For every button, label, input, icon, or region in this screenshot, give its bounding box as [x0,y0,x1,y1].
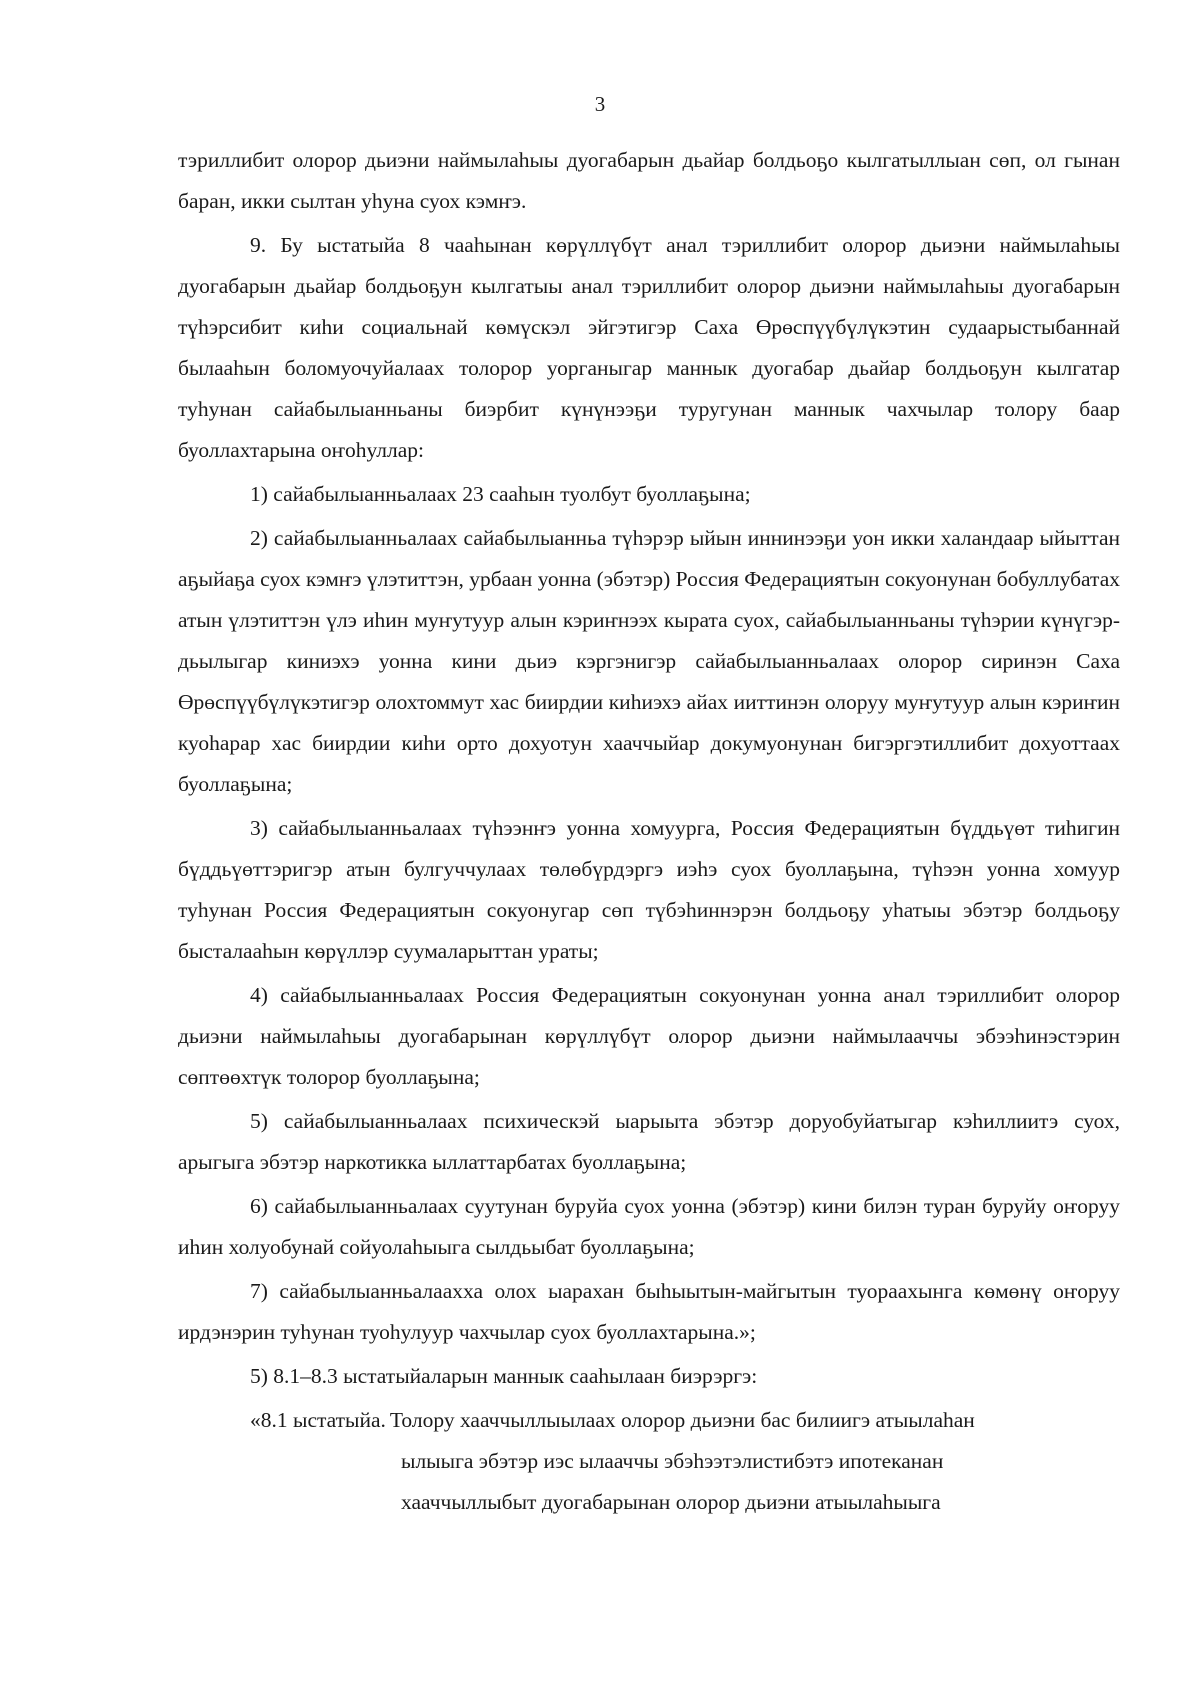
list-item: 3) сайабылыанньалаах түһээнҥэ уонна хомуурга, Россия Федерациятын бүддьүөт тиһигин бүддьүөттэригэр атын булгуччулаах төлөбүрдэргэ иэһэ суох буоллаҕына, түһээн уонна хомуур туһунан Россия Федерациятын сокуонугар сөп түбэһиннэрэн болдьоҕу уһатыы эбэтэр болдьоҕу бысталааһын көрүллэр суумаларыттан ураты; [178,816,1120,963]
article-title-line: хааччыллыбыт дуогабарынан олорор дьиэни атыылаһыыга [401,1490,941,1514]
article-heading [178,1400,1120,1441]
list-item: 1) сайабылыанньалаах 23 сааһын туолбут буоллаҕына; [250,482,751,506]
paragraph: 5) 8.1–8.3 ыстатыйаларын маннык сааһылаан биэрэргэ: [250,1364,758,1388]
article-title [390,1400,975,1441]
article-title-line: ылыыга эбэтэр иэс ылааччы эбэһээтэлистибэтэ ипотеканан [401,1449,944,1473]
article-title-line: Толору хааччыллыылаах олорор дьиэни бас билиигэ атыылаһан [389,1408,975,1432]
list-item: 4) сайабылыанньалаах Россия Федерациятын сокуонунан уонна анал тэриллибит олорор дьиэни наймылаһыы дуогабарынан көрүллүбүт олорор дьиэни наймылааччы эбээһинэстэрин сөптөөхтүк толорор буоллаҕына; [178,983,1120,1089]
article-title-continuation [178,1441,1120,1523]
paragraph: 9. Бу ыстатыйа 8 чааһынан көрүллүбүт анал тэриллибит олорор дьиэни наймылаһыы дуогабарын дьайар болдьоҕун кылгатыы анал тэриллибит олорор дьиэни наймылаһыы дуогабарын түһэрсибит киһи социальнай көмүскэл эйгэтигэр Саха Өрөспүүбүлүкэтин судаарыстыбаннай былааһын боломуочуйалаах толорор уорганыгар маннык дуогабар дьайар болдьоҕун кылгатар туһунан сайабылыанньаны биэрбит күнүнээҕи туругунан маннык чахчылар толору баар буоллахтарына оҥоһуллар: [178,233,1120,462]
page-number: 3 [594,92,606,116]
list-item: 2) сайабылыанньалаах сайабылыанньа түһэрэр ыйын иннинээҕи уон икки халандаар ыйыттан аҕыйаҕа суох кэмҥэ үлэтиттэн, урбаан уонна (эбэтэр) Россия Федерациятын сокуонунан бобуллубатах атын үлэтиттэн үлэ иһин муҥутуур алын кэриҥнээх кырата суох, сайабылыанньаны түһэрии күнүгэр-дьылыгар киниэхэ уонна кини дьиэ кэргэнигэр сайабылыанньалаах олорор сиринэн Саха Өрөспүүбүлүкэтигэр олохтоммут хас биирдии киһиэхэ айах ииттинэн олоруу муҥутуур алын кэриҥин куоһарар хас биирдии киһи орто дохуотун хааччыйар докумуонунан бигэргэтиллибит дохуоттаах буоллаҕына; [178,526,1120,796]
paragraph: тэриллибит олорор дьиэни наймылаһыы дуогабарын дьайар болдьоҕо кылгатыллыан сөп, ол гынан баран, икки сылтан уһуна суох кэмҥэ. [178,148,1120,213]
document-body [178,140,1120,1523]
list-item: 6) сайабылыанньалаах суутунан буруйа суох уонна (эбэтэр) кини билэн туран буруйу оҥоруу иһин холуобунай сойуолаһыыга сылдьыбат буоллаҕына; [178,1194,1120,1259]
article-label: «8.1 ыстатыйа. [250,1408,386,1432]
list-item: 5) сайабылыанньалаах психическэй ыарыыта эбэтэр доруобуйатыгар кэһиллиитэ суох, арыгыга эбэтэр наркотикка ыллаттарбатах буоллаҕына; [178,1109,1120,1174]
list-item: 7) сайабылыанньалаахха олох ыарахан быһыытын-майгытын туораахынга көмөнү оҥоруу ирдэнэрин туһунан туоһулуур чахчылар суох буоллахтарына.»; [178,1279,1120,1344]
